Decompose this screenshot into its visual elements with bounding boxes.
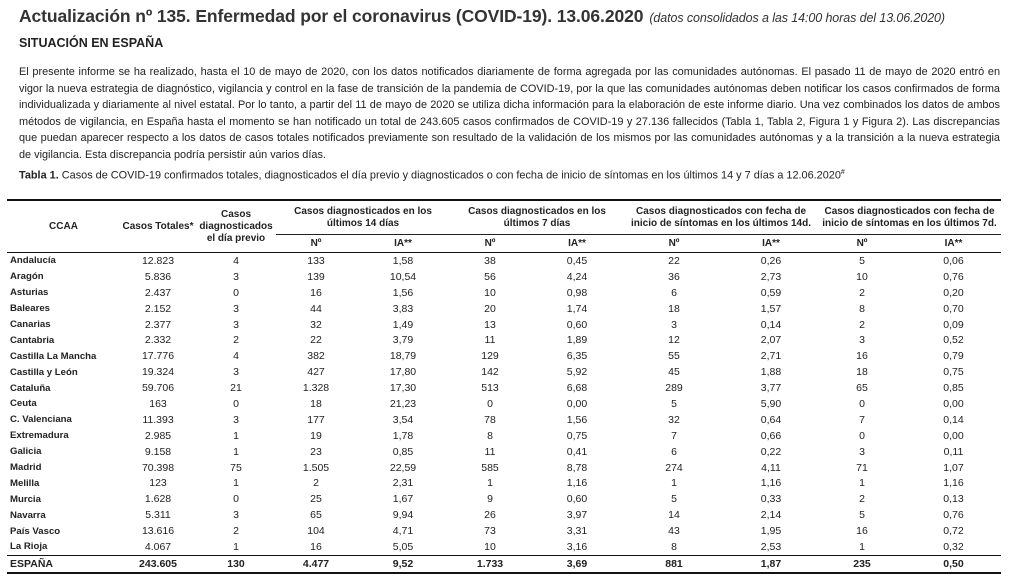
total-row xyxy=(7,555,1001,573)
cell-sint7-n: 16 xyxy=(856,350,868,363)
cell-sint14-n: 274 xyxy=(665,461,683,474)
cell-casos-totales: 5.311 xyxy=(145,509,171,522)
subheader-ia: IA** xyxy=(394,237,412,249)
subheader-ia: IA** xyxy=(762,237,780,249)
cell-casos-totales: 2.437 xyxy=(144,286,172,299)
cell-diag7-ia: 0,60 xyxy=(566,493,588,506)
cell-sint7-n: 71 xyxy=(856,461,868,474)
cell-casos-totales: 2.985 xyxy=(144,429,172,442)
intro-paragraph: El presente informe se ha realizado, hasta el 10 de mayo de 2020, con los datos notificados diariamente de forma agregada por las comunidades autónomas. El pasado 11 de mayo de 2020 entró en vigor la nueva estrategia de diagnóstico, vigilancia y control en la fase de transición de la pandemia de COVID-19, por la que las comunidades autónomas deben notificar los casos confirmados de forma individualizada y diariamente al nivel estatal. Por lo tanto, a partir del 11 de mayo de 2020 se utiliza dicha información para la elaboración de este informe diario. Una vez combinados los datos de ambos métodos de vigilancia, en España hasta el momento se han notificado un total de 243.605 casos confirmados de COVID-19 y 27.136 fallecidos (Tabla 1, Tabla 2, Figura 1 y Figura 2). Las discrepancias que puedan aparecer respecto a los datos de casos totales notificados previamente son resultado de la validación de los mismos por las comunidades autónomas y a la transición a la nueva estrategia de vigilancia. Esta discrepancia podría persistir aún varios días. xyxy=(19,66,1000,161)
cell-diag7-n: 10 xyxy=(484,286,496,299)
cell-sint14-ia: 3,77 xyxy=(760,382,782,395)
cell-sint7-n: 3 xyxy=(859,445,865,458)
cell-dia-previo: 3 xyxy=(233,366,239,379)
cell-sint7-n: 10 xyxy=(856,270,868,283)
cell-sint14-ia: 2,14 xyxy=(760,509,782,522)
cell-casos-totales: 123 xyxy=(149,477,167,490)
cell-sint7-n: 65 xyxy=(856,382,868,395)
cell-dia-previo: 4 xyxy=(233,254,239,267)
cell-sint14-ia: 2,07 xyxy=(760,334,782,347)
cell-sint7-ia: 0,52 xyxy=(943,334,964,347)
cell-sint14-n: 55 xyxy=(668,350,680,363)
cell-diag7-ia: 8,78 xyxy=(566,461,588,474)
cell-diag7-n: 8 xyxy=(487,429,493,442)
cell-casos-totales: 17.776 xyxy=(141,350,175,363)
header-ccaa: CCAA xyxy=(49,220,78,232)
cell-diag7-ia: 1,56 xyxy=(566,413,588,426)
table-row xyxy=(7,475,1001,491)
subheader-n: Nº xyxy=(668,237,680,249)
cell-diag14-ia: 17,30 xyxy=(389,382,417,395)
cell-diag14-n: 16 xyxy=(310,540,322,553)
cell-sint14-n: 6 xyxy=(671,445,677,458)
cell-sint14-ia: 2,71 xyxy=(760,350,782,363)
cell-ccaa: Extremadura xyxy=(10,430,69,442)
cell-dia-previo: 3 xyxy=(233,270,239,283)
cell-ccaa: Cantabria xyxy=(10,334,55,346)
cell-diag7-n: 142 xyxy=(481,366,499,379)
cell-diag14-ia: 21,23 xyxy=(389,397,417,410)
cell-diag14-n: 23 xyxy=(310,445,322,458)
cell-diag14-ia: 1,56 xyxy=(392,286,414,299)
table-row xyxy=(7,507,1001,523)
cell-dia-previo: 0 xyxy=(233,493,239,506)
table-row xyxy=(7,428,1001,444)
total-sint7-n: 235 xyxy=(818,555,906,573)
cases-table xyxy=(7,199,1001,574)
subheader-n: Nº xyxy=(484,237,496,249)
cell-sint7-ia: 0,72 xyxy=(943,525,964,538)
header-diag-14d: Casos diagnosticados en los últimos 14 días xyxy=(276,200,450,235)
cell-diag14-ia: 10,54 xyxy=(389,270,417,283)
cell-diag7-n: 11 xyxy=(484,445,496,458)
cell-dia-previo: 4 xyxy=(233,350,239,363)
cell-sint14-n: 5 xyxy=(671,397,677,410)
cell-sint7-ia: 0,79 xyxy=(943,350,964,363)
table-body xyxy=(7,253,1001,573)
cell-sint7-ia: 0,00 xyxy=(943,429,964,442)
cell-diag14-n: 382 xyxy=(307,350,325,363)
cell-diag14-n: 16 xyxy=(310,286,322,299)
cell-diag14-n: 177 xyxy=(307,413,325,426)
cell-ccaa: Castilla y León xyxy=(10,366,78,378)
cell-diag7-n: 56 xyxy=(484,270,496,283)
header-sint-14d: Casos diagnosticados con fecha de inicio de síntomas en los últimos 14d. xyxy=(624,200,818,235)
cell-diag14-ia: 2,31 xyxy=(392,477,414,490)
cell-diag7-ia: 1,16 xyxy=(566,477,588,490)
cell-diag7-ia: 3,31 xyxy=(566,525,588,538)
cell-ccaa: Melilla xyxy=(10,477,40,489)
table-row xyxy=(7,317,1001,333)
total-sint14-n: 881 xyxy=(624,555,724,573)
cell-diag14-n: 25 xyxy=(310,493,322,506)
cell-sint14-ia: 0,66 xyxy=(760,429,782,442)
table-row xyxy=(7,444,1001,460)
subheader-ia: IA** xyxy=(944,237,963,249)
table-row xyxy=(7,364,1001,380)
cell-diag7-n: 0 xyxy=(487,397,493,410)
cell-sint7-n: 2 xyxy=(859,286,865,299)
cell-diag7-n: 10 xyxy=(484,540,496,553)
total-diag14-ia: 9,52 xyxy=(356,555,450,573)
cell-diag14-n: 133 xyxy=(307,254,325,267)
table-row xyxy=(7,491,1001,507)
total-ccaa: ESPAÑA xyxy=(7,555,120,573)
cell-sint7-ia: 0,11 xyxy=(943,445,964,458)
header-sint-7d: Casos diagnosticados con fecha de inicio de síntomas en los últimos 7d. xyxy=(818,200,1001,235)
cell-ccaa: País Vasco xyxy=(10,525,61,537)
cell-dia-previo: 1 xyxy=(233,445,239,458)
cell-sint14-ia: 5,90 xyxy=(760,397,782,410)
cell-dia-previo: 0 xyxy=(233,286,239,299)
cell-diag7-ia: 6,68 xyxy=(566,382,588,395)
total-dia-previo: 130 xyxy=(196,555,276,573)
cell-diag7-ia: 3,97 xyxy=(566,509,588,522)
cell-diag14-ia: 3,54 xyxy=(392,413,414,426)
cell-sint14-ia: 0,26 xyxy=(760,254,782,267)
cell-diag7-ia: 5,92 xyxy=(566,366,588,379)
cell-ccaa: Navarra xyxy=(10,509,46,521)
cell-ccaa: C. Valenciana xyxy=(10,414,72,426)
table-row xyxy=(7,460,1001,476)
cell-sint7-ia: 1,16 xyxy=(943,477,964,490)
cell-sint14-n: 18 xyxy=(668,302,680,315)
cell-diag7-n: 513 xyxy=(481,382,499,395)
table-row xyxy=(7,523,1001,539)
cell-sint14-n: 3 xyxy=(671,318,677,331)
cell-sint7-n: 18 xyxy=(856,366,868,379)
cell-diag14-ia: 4,71 xyxy=(392,525,414,538)
cell-ccaa: Andalucía xyxy=(10,255,56,267)
cell-sint14-n: 12 xyxy=(668,334,680,347)
cell-diag7-n: 129 xyxy=(481,350,499,363)
cell-diag14-ia: 18,79 xyxy=(389,350,417,363)
cell-sint7-n: 3 xyxy=(859,334,865,347)
cell-diag7-n: 73 xyxy=(484,525,496,538)
table-row xyxy=(7,348,1001,364)
cell-casos-totales: 9.158 xyxy=(144,445,172,458)
cell-sint7-ia: 0,00 xyxy=(943,397,964,410)
cell-sint14-n: 36 xyxy=(668,270,680,283)
cell-casos-totales: 2.152 xyxy=(144,302,172,315)
subheader-n: Nº xyxy=(856,237,868,249)
cell-casos-totales: 163 xyxy=(149,397,167,410)
total-sint7-ia: 0,50 xyxy=(906,555,1001,573)
cell-diag7-ia: 6,35 xyxy=(566,350,588,363)
cell-casos-totales: 2.377 xyxy=(144,318,172,331)
cell-sint14-ia: 0,64 xyxy=(760,413,782,426)
cell-diag14-ia: 1,67 xyxy=(392,493,414,506)
cell-dia-previo: 3 xyxy=(233,413,239,426)
header-dia-previo: Casos diagnosticados el día previo xyxy=(199,208,273,244)
cell-diag7-n: 11 xyxy=(484,334,496,347)
cell-dia-previo: 1 xyxy=(233,540,239,553)
cell-diag7-n: 20 xyxy=(484,302,496,315)
cell-diag14-ia: 1,78 xyxy=(392,429,414,442)
cell-diag14-n: 2 xyxy=(313,477,319,490)
cell-sint14-ia: 1,16 xyxy=(760,477,782,490)
cell-diag7-ia: 3,16 xyxy=(566,540,588,553)
cell-casos-totales: 19.324 xyxy=(141,366,175,379)
total-diag7-ia: 3,69 xyxy=(530,555,624,573)
cell-sint7-ia: 0,70 xyxy=(943,302,964,315)
cell-ccaa: Baleares xyxy=(10,303,51,315)
cell-dia-previo: 21 xyxy=(230,382,242,395)
total-diag7-n: 1.733 xyxy=(450,555,530,573)
cell-dia-previo: 75 xyxy=(230,461,242,474)
cell-sint7-ia: 0,06 xyxy=(943,254,964,267)
cell-sint14-n: 289 xyxy=(665,382,683,395)
cell-sint14-n: 7 xyxy=(671,429,677,442)
cell-ccaa: Cataluña xyxy=(10,382,51,394)
cell-sint14-ia: 2,53 xyxy=(760,540,782,553)
cell-sint7-ia: 0,85 xyxy=(943,382,964,395)
cell-sint14-ia: 0,22 xyxy=(760,445,782,458)
cell-dia-previo: 2 xyxy=(233,334,239,347)
cell-sint14-ia: 0,14 xyxy=(760,318,782,331)
title-note: (datos consolidados a las 14:00 horas del 13.06.2020) xyxy=(649,11,945,25)
cell-diag14-n: 139 xyxy=(307,270,325,283)
subheader-n: Nº xyxy=(310,237,322,249)
cell-diag14-n: 427 xyxy=(307,366,325,379)
cell-ccaa: Murcia xyxy=(10,493,41,505)
cell-dia-previo: 1 xyxy=(233,477,239,490)
cell-ccaa: Aragón xyxy=(10,271,44,283)
cell-sint7-ia: 0,75 xyxy=(943,366,964,379)
cell-diag14-n: 32 xyxy=(310,318,322,331)
cell-diag14-n: 65 xyxy=(310,509,322,522)
cell-sint14-ia: 0,59 xyxy=(760,286,782,299)
cell-casos-totales: 1.628 xyxy=(144,493,172,506)
header-casos-totales: Casos Totales* xyxy=(122,220,194,232)
cell-sint7-n: 5 xyxy=(859,254,865,267)
cell-diag7-n: 1 xyxy=(487,477,493,490)
cell-diag7-ia: 1,74 xyxy=(566,302,588,315)
caption-mark: # xyxy=(840,169,845,176)
cell-diag14-n: 22 xyxy=(310,334,322,347)
cell-sint14-n: 43 xyxy=(668,525,680,538)
cell-sint14-n: 32 xyxy=(668,413,680,426)
cell-sint14-ia: 4,11 xyxy=(761,461,781,474)
cell-diag14-ia: 1,49 xyxy=(392,318,414,331)
cell-diag7-n: 78 xyxy=(484,413,496,426)
cell-casos-totales: 4.067 xyxy=(144,540,172,553)
caption-label: Tabla 1. xyxy=(19,169,59,182)
table-row xyxy=(7,539,1001,555)
cell-sint14-ia: 0,33 xyxy=(760,493,782,506)
cell-dia-previo: 3 xyxy=(233,509,239,522)
table-row xyxy=(7,412,1001,428)
cell-diag7-ia: 4,24 xyxy=(566,270,588,283)
cell-sint7-n: 0 xyxy=(859,429,865,442)
table-row xyxy=(7,285,1001,301)
header-diag-7d: Casos diagnosticados en los últimos 7 días xyxy=(450,200,624,235)
page-title xyxy=(19,6,945,27)
cell-dia-previo: 3 xyxy=(233,302,239,315)
cell-sint7-ia: 0,09 xyxy=(943,318,964,331)
cell-sint7-n: 16 xyxy=(856,525,868,538)
cell-diag14-ia: 0,85 xyxy=(392,445,414,458)
section-heading: SITUACIÓN EN ESPAÑA xyxy=(19,36,164,50)
cell-casos-totales: 12.823 xyxy=(141,254,175,267)
cell-dia-previo: 1 xyxy=(233,429,239,442)
cell-diag7-n: 38 xyxy=(484,254,496,267)
cell-casos-totales: 13.616 xyxy=(141,525,175,538)
cell-sint7-n: 0 xyxy=(859,397,865,410)
cell-dia-previo: 0 xyxy=(233,397,239,410)
cell-diag7-ia: 0,41 xyxy=(566,445,588,458)
cell-dia-previo: 2 xyxy=(233,525,239,538)
table-row xyxy=(7,396,1001,412)
cell-sint7-ia: 0,76 xyxy=(943,270,964,283)
cell-sint7-ia: 0,14 xyxy=(943,413,964,426)
cell-diag7-n: 13 xyxy=(484,318,496,331)
cell-sint14-n: 6 xyxy=(671,286,677,299)
cell-diag14-ia: 17,80 xyxy=(389,366,417,379)
cell-sint14-ia: 2,73 xyxy=(760,270,782,283)
total-sint14-ia: 1,87 xyxy=(724,555,818,573)
cell-diag7-ia: 0,00 xyxy=(566,397,588,410)
table-row xyxy=(7,269,1001,285)
cell-sint7-n: 5 xyxy=(859,509,865,522)
cell-sint7-n: 1 xyxy=(859,477,865,490)
table-caption xyxy=(19,169,845,182)
cell-sint7-ia: 0,13 xyxy=(943,493,964,506)
cell-diag7-ia: 0,60 xyxy=(566,318,588,331)
cell-diag14-n: 44 xyxy=(310,302,322,315)
table-row xyxy=(7,301,1001,317)
cell-sint7-n: 2 xyxy=(859,318,865,331)
title-text: Actualización nº 135. Enfermedad por el coronavirus (COVID-19). 13.06.2020 xyxy=(19,6,644,26)
cell-casos-totales: 2.332 xyxy=(144,334,172,347)
cell-diag7-ia: 0,45 xyxy=(566,254,588,267)
cell-ccaa: Castilla La Mancha xyxy=(10,350,97,362)
cell-sint7-n: 1 xyxy=(859,540,865,553)
cell-casos-totales: 59.706 xyxy=(141,382,175,395)
cell-diag14-n: 18 xyxy=(310,397,322,410)
caption-text: Casos de COVID-19 confirmados totales, diagnosticados el día previo y diagnosticados o con fecha de inicio de síntomas en los últimos 14 y 7 días a 12.06.2020 xyxy=(58,169,841,182)
total-casos-totales: 243.605 xyxy=(120,555,196,573)
table-row xyxy=(7,380,1001,396)
cell-sint7-n: 8 xyxy=(859,302,865,315)
cell-diag14-n: 19 xyxy=(310,429,322,442)
cell-diag14-ia: 1,58 xyxy=(392,254,414,267)
cell-diag7-ia: 0,75 xyxy=(566,429,588,442)
cell-casos-totales: 11.393 xyxy=(142,413,174,426)
cell-diag14-n: 1.328 xyxy=(302,382,330,395)
cell-sint14-n: 1 xyxy=(671,477,677,490)
cell-sint14-n: 14 xyxy=(668,509,680,522)
cell-sint14-n: 22 xyxy=(668,254,680,267)
cell-sint14-ia: 1,88 xyxy=(760,366,782,379)
cell-diag14-ia: 3,79 xyxy=(392,334,414,347)
cell-sint7-ia: 0,32 xyxy=(943,540,964,553)
cell-casos-totales: 5.836 xyxy=(144,270,172,283)
table-row xyxy=(7,253,1001,269)
cell-diag14-ia: 22,59 xyxy=(389,461,417,474)
cell-sint7-ia: 0,20 xyxy=(943,286,964,299)
cell-ccaa: La Rioja xyxy=(10,541,48,553)
cell-ccaa: Madrid xyxy=(10,462,42,474)
cell-ccaa: Ceuta xyxy=(10,398,37,410)
cell-diag14-ia: 5,05 xyxy=(392,540,414,553)
cell-sint14-n: 5 xyxy=(671,493,677,506)
cell-ccaa: Asturias xyxy=(10,287,49,299)
cell-sint14-ia: 1,57 xyxy=(760,302,782,315)
cell-sint7-ia: 1,07 xyxy=(943,461,964,474)
cell-sint14-n: 8 xyxy=(671,540,677,553)
cell-sint7-ia: 0,76 xyxy=(943,509,964,522)
cell-diag7-n: 26 xyxy=(484,509,496,522)
cell-ccaa: Galicia xyxy=(10,446,42,458)
cell-sint7-n: 7 xyxy=(859,413,865,426)
cell-diag7-ia: 0,98 xyxy=(566,286,588,299)
cell-sint14-ia: 1,95 xyxy=(760,525,782,538)
cell-sint7-n: 2 xyxy=(859,493,865,506)
cell-sint14-n: 45 xyxy=(668,366,680,379)
cell-diag14-n: 1.505 xyxy=(302,461,330,474)
cell-diag14-ia: 9,94 xyxy=(392,509,414,522)
subheader-ia: IA** xyxy=(568,237,586,249)
cell-diag14-ia: 3,83 xyxy=(392,302,414,315)
total-diag14-n: 4.477 xyxy=(276,555,356,573)
cell-diag7-n: 585 xyxy=(481,461,499,474)
cell-dia-previo: 3 xyxy=(233,318,239,331)
cell-diag14-n: 104 xyxy=(307,525,325,538)
cell-casos-totales: 70.398 xyxy=(141,461,175,474)
cell-diag7-n: 9 xyxy=(487,493,493,506)
cell-diag7-ia: 1,89 xyxy=(566,334,588,347)
table-row xyxy=(7,332,1001,348)
cell-ccaa: Canarias xyxy=(10,319,51,330)
